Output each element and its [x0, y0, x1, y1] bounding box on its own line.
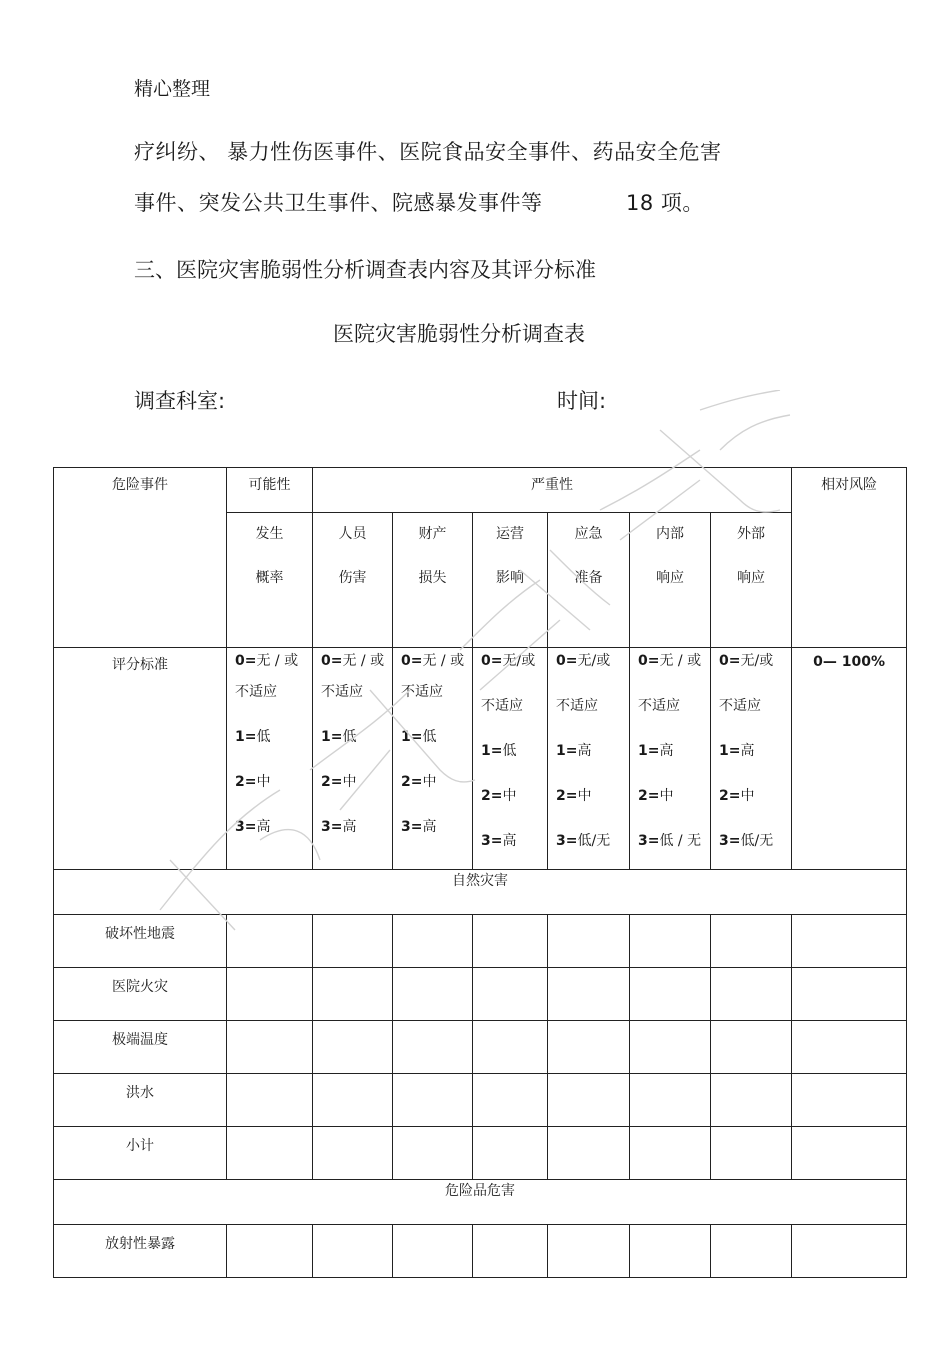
criteria-desc: 高 — [256, 819, 271, 835]
criteria-score: 1= — [481, 743, 503, 759]
criteria-desc: 低/无 — [740, 833, 774, 849]
criteria-desc: 无/或 — [740, 653, 774, 669]
survey-time-label: 时间: — [557, 389, 607, 413]
table-cell[interactable] — [473, 1074, 548, 1127]
criteria-score: 3= — [235, 819, 257, 835]
row-label-earthquake: 破坏性地震 — [54, 915, 227, 968]
criteria-score: 1= — [638, 743, 660, 759]
table-cell[interactable] — [792, 915, 907, 968]
criteria-desc: 低 — [342, 729, 357, 745]
table-cell[interactable] — [630, 968, 711, 1021]
table-cell[interactable] — [548, 1074, 630, 1127]
row-label-flood: 洪水 — [54, 1074, 227, 1127]
criteria-label: 评分标准 — [54, 648, 227, 870]
subheader-line: 财产 — [418, 526, 447, 542]
table-cell[interactable] — [313, 915, 393, 968]
criteria-internal — [630, 648, 711, 870]
subheader-line: 伤害 — [338, 570, 367, 586]
subheader-line: 应急 — [574, 526, 603, 542]
header-severity: 严重性 — [313, 468, 792, 513]
table-row — [54, 968, 907, 1021]
row-label-subtotal: 小计 — [54, 1127, 227, 1180]
table-cell[interactable] — [393, 1127, 473, 1180]
criteria-desc: 低/无 — [577, 833, 611, 849]
subheader-line: 准备 — [574, 570, 603, 586]
table-cell[interactable] — [227, 1127, 313, 1180]
criteria-operation — [473, 648, 548, 870]
subheader-property-loss — [393, 513, 473, 648]
survey-dept-label: 调查科室: — [134, 389, 226, 413]
criteria-score: 3= — [638, 833, 660, 849]
table-cell[interactable] — [473, 915, 548, 968]
subheader-emergency-preparedness — [548, 513, 630, 648]
criteria-desc: 无 / 或 — [422, 653, 465, 669]
criteria-desc: 不适应 — [401, 684, 443, 700]
criteria-score: 0= — [321, 653, 343, 669]
header-probability: 可能性 — [227, 468, 313, 513]
criteria-external — [711, 648, 792, 870]
header-event: 危险事件 — [54, 468, 227, 648]
section-heading: 三、医院灾害脆弱性分析调查表内容及其评分标准 — [134, 258, 596, 282]
table-cell[interactable] — [630, 1127, 711, 1180]
criteria-desc: 低 / 无 — [659, 833, 702, 849]
section-natural-disaster: 自然灾害 — [54, 870, 907, 915]
table-row — [54, 1127, 907, 1180]
table-row — [54, 915, 907, 968]
table-cell[interactable] — [473, 1021, 548, 1074]
criteria-desc: 中 — [256, 774, 271, 790]
row-label-hospital-fire: 医院火灾 — [54, 968, 227, 1021]
table-cell[interactable] — [548, 1127, 630, 1180]
subheader-line: 损失 — [418, 570, 447, 586]
subheader-internal-response — [630, 513, 711, 648]
table-cell[interactable] — [630, 1021, 711, 1074]
criteria-desc: 中 — [342, 774, 357, 790]
row-label-radiation-exposure: 放射性暴露 — [54, 1225, 227, 1278]
criteria-desc: 不适应 — [719, 698, 761, 714]
table-cell[interactable] — [711, 915, 792, 968]
table-cell[interactable] — [548, 968, 630, 1021]
table-cell[interactable] — [393, 1021, 473, 1074]
table-cell[interactable] — [313, 1021, 393, 1074]
table-title: 医院灾害脆弱性分析调查表 — [333, 322, 585, 346]
criteria-score: 1= — [235, 729, 257, 745]
criteria-desc: 无 / 或 — [659, 653, 702, 669]
criteria-score: 0= — [638, 653, 660, 669]
table-cell[interactable] — [473, 1225, 548, 1278]
header-relative-risk: 相对风险 — [792, 468, 907, 648]
criteria-score: 3= — [556, 833, 578, 849]
paragraph-line-1: 疗纠纷、 暴力性伤医事件、医院食品安全事件、药品安全危害 — [134, 140, 722, 164]
table-cell[interactable] — [393, 968, 473, 1021]
criteria-score: 3= — [401, 819, 423, 835]
table-cell[interactable] — [227, 1021, 313, 1074]
criteria-desc: 中 — [740, 788, 755, 804]
table-cell[interactable] — [792, 1074, 907, 1127]
criteria-emergency — [548, 648, 630, 870]
row-label-extreme-temperature: 极端温度 — [54, 1021, 227, 1074]
criteria-personnel — [313, 648, 393, 870]
subheader-operation-impact — [473, 513, 548, 648]
criteria-score: 0= — [235, 653, 257, 669]
table-cell[interactable] — [711, 1021, 792, 1074]
subheader-line: 外部 — [737, 526, 766, 542]
criteria-desc: 高 — [659, 743, 674, 759]
watermark-glyph — [700, 390, 790, 450]
table-row — [54, 1074, 907, 1127]
criteria-desc: 低 — [422, 729, 437, 745]
criteria-score: 1= — [321, 729, 343, 745]
subheader-line: 影响 — [496, 570, 524, 586]
table-cell[interactable] — [548, 915, 630, 968]
table-cell[interactable] — [313, 1074, 393, 1127]
table-cell[interactable] — [473, 1127, 548, 1180]
section-row-natural — [54, 870, 907, 915]
criteria-score: 3= — [481, 833, 503, 849]
subheader-external-response — [711, 513, 792, 648]
table-cell[interactable] — [630, 1074, 711, 1127]
table-cell[interactable] — [711, 1225, 792, 1278]
criteria-desc: 不适应 — [556, 698, 598, 714]
subheader-occurrence-probability — [227, 513, 313, 648]
table-cell[interactable] — [711, 1127, 792, 1180]
page-header-note: 精心整理 — [134, 78, 211, 100]
criteria-desc: 中 — [502, 788, 517, 804]
criteria-score: 2= — [401, 774, 423, 790]
criteria-desc: 中 — [577, 788, 592, 804]
table-cell[interactable] — [313, 968, 393, 1021]
table-row — [54, 1225, 907, 1278]
vulnerability-table — [53, 467, 907, 1278]
section-row-hazmat — [54, 1180, 907, 1225]
criteria-desc: 中 — [422, 774, 437, 790]
criteria-score: 2= — [481, 788, 503, 804]
criteria-desc: 不适应 — [235, 684, 277, 700]
criteria-desc: 无 / 或 — [342, 653, 385, 669]
criteria-desc: 不适应 — [321, 684, 363, 700]
section-hazardous-materials: 危险品危害 — [54, 1180, 907, 1225]
subheader-line: 响应 — [656, 570, 684, 586]
criteria-desc: 高 — [740, 743, 755, 759]
paragraph-line-2 — [134, 187, 704, 217]
criteria-score: 2= — [719, 788, 741, 804]
criteria-desc: 无 / 或 — [256, 653, 299, 669]
table-cell[interactable] — [393, 1225, 473, 1278]
criteria-risk-range: 0— 100% — [792, 648, 907, 870]
header-row — [54, 468, 907, 513]
table-cell[interactable] — [227, 915, 313, 968]
criteria-row — [54, 648, 907, 870]
criteria-property — [393, 648, 473, 870]
table-cell[interactable] — [473, 968, 548, 1021]
subheader-line: 运营 — [496, 526, 524, 542]
criteria-score: 3= — [719, 833, 741, 849]
criteria-score: 1= — [556, 743, 578, 759]
table-cell[interactable] — [630, 915, 711, 968]
table-cell[interactable] — [227, 1074, 313, 1127]
criteria-score: 2= — [556, 788, 578, 804]
table-cell[interactable] — [313, 1225, 393, 1278]
criteria-score: 0= — [481, 653, 503, 669]
table-cell[interactable] — [227, 968, 313, 1021]
table-cell[interactable] — [393, 1074, 473, 1127]
table-cell[interactable] — [711, 968, 792, 1021]
criteria-desc: 无/或 — [577, 653, 611, 669]
criteria-desc: 中 — [659, 788, 674, 804]
table-cell[interactable] — [227, 1225, 313, 1278]
criteria-desc: 不适应 — [481, 698, 523, 714]
criteria-score: 3= — [321, 819, 343, 835]
criteria-desc: 不适应 — [638, 698, 680, 714]
table-row — [54, 1021, 907, 1074]
criteria-desc: 低 — [256, 729, 271, 745]
subheader-line: 发生 — [255, 526, 284, 542]
subheader-line: 响应 — [737, 570, 766, 586]
table-cell[interactable] — [548, 1021, 630, 1074]
criteria-score: 2= — [321, 774, 343, 790]
criteria-score: 2= — [638, 788, 660, 804]
criteria-desc: 高 — [577, 743, 592, 759]
table-cell[interactable] — [313, 1127, 393, 1180]
subheader-personnel-injury — [313, 513, 393, 648]
criteria-score: 0= — [719, 653, 741, 669]
subheader-line: 概率 — [255, 570, 284, 586]
subheader-line: 内部 — [656, 526, 684, 542]
paragraph-item-count: 18 项。 — [626, 191, 704, 215]
criteria-score: 0= — [401, 653, 423, 669]
criteria-score: 1= — [401, 729, 423, 745]
criteria-desc: 高 — [422, 819, 437, 835]
table-cell[interactable] — [630, 1225, 711, 1278]
criteria-probability — [227, 648, 313, 870]
table-cell[interactable] — [792, 1225, 907, 1278]
criteria-desc: 无/或 — [502, 653, 536, 669]
table-cell[interactable] — [393, 915, 473, 968]
criteria-score: 1= — [719, 743, 741, 759]
table-cell[interactable] — [792, 1021, 907, 1074]
paragraph-line-2-text: 事件、突发公共卫生事件、院感暴发事件等 — [134, 191, 543, 215]
criteria-score: 2= — [235, 774, 257, 790]
criteria-desc: 低 — [502, 743, 517, 759]
subheader-line: 人员 — [338, 526, 367, 542]
criteria-score: 0= — [556, 653, 578, 669]
table-cell[interactable] — [792, 1127, 907, 1180]
table-cell[interactable] — [548, 1225, 630, 1278]
criteria-desc: 高 — [502, 833, 517, 849]
criteria-desc: 高 — [342, 819, 357, 835]
table-cell[interactable] — [792, 968, 907, 1021]
table-cell[interactable] — [711, 1074, 792, 1127]
